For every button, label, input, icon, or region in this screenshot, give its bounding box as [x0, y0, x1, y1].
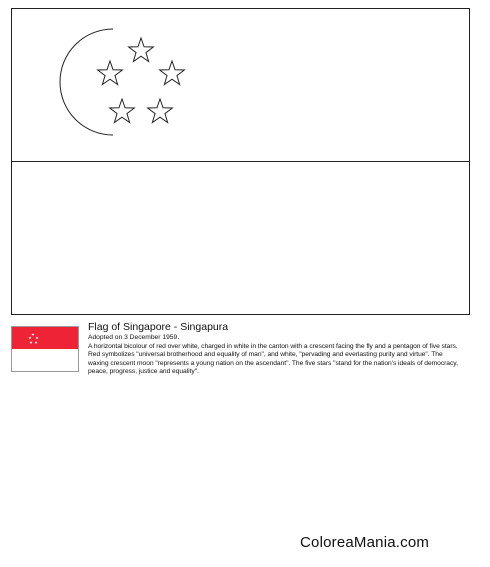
star-outline-5	[148, 99, 173, 123]
mini-star-1	[31, 333, 34, 336]
brand-watermark: ColoreaMania.com	[300, 534, 430, 551]
singapore-flag-thumbnail	[11, 326, 79, 372]
caption-title: Flag of Singapore - Singapura	[88, 321, 229, 333]
star-outline-4	[110, 99, 135, 123]
mini-star-3	[35, 336, 38, 339]
caption-description: A horizontal bicolour of red over white, charged in white in the canton with a crescent facing the fly and a pentagon of five stars. Red symbolizes "universal brotherhood and equality of man", and white, "pervading and everlasting purity and virtue". The waxing crescent moon "represents a young nation on the ascendant". The five stars "stand for the nation's ideals of democracy, peace, progress, justice and equality".	[88, 342, 458, 376]
star-outline-3	[160, 61, 185, 85]
mini-emblem	[12, 327, 79, 372]
mini-star-4	[29, 341, 32, 344]
mini-star-2	[28, 336, 31, 339]
caption-adopted-date: Adopted on 3 December 1959.	[88, 334, 180, 341]
star-outline-2	[98, 61, 123, 85]
mini-star-5	[34, 341, 37, 344]
crescent-outline	[60, 29, 113, 135]
flag-caption	[88, 321, 460, 377]
star-outline-1	[129, 38, 154, 62]
mini-crescent	[22, 331, 29, 346]
